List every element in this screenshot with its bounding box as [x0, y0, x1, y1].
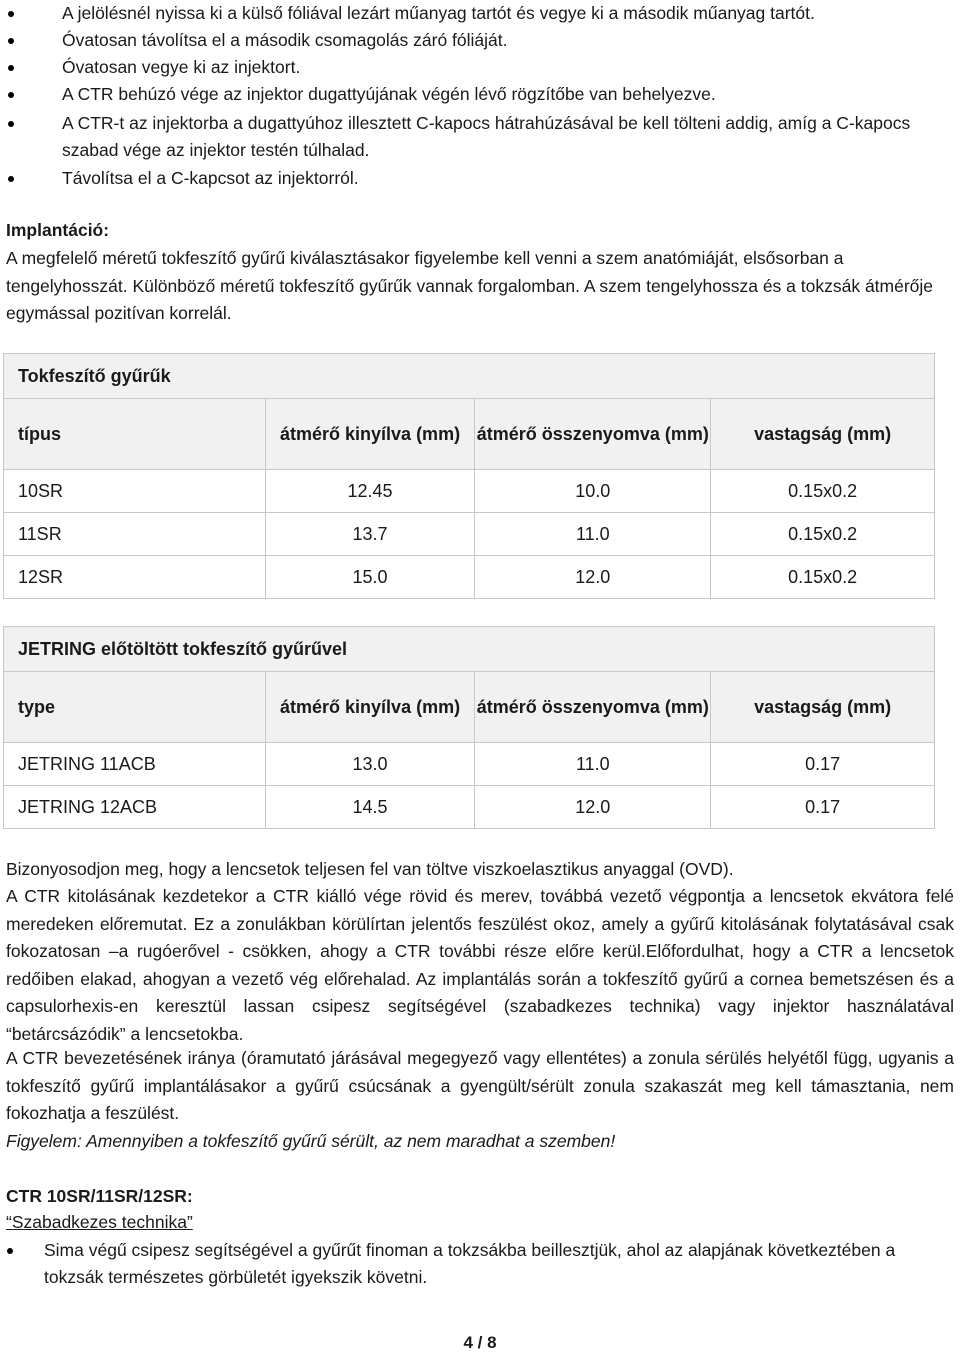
table-row	[4, 556, 935, 599]
table-cell: JETRING 12ACB	[4, 786, 266, 829]
ctr-heading: CTR 10SR/11SR/12SR:	[6, 1186, 193, 1206]
ring-table	[3, 353, 935, 599]
bullet-icon	[7, 1248, 13, 1254]
table-cell: 12SR	[4, 556, 266, 599]
table-cell: 14.5	[265, 786, 475, 829]
table-cell: JETRING 11ACB	[4, 743, 266, 786]
bullet-icon	[8, 121, 14, 127]
bullet-item: A CTR behúzó vége az injektor dugattyújának végén lévő rögzítőbe van behelyezve.	[62, 81, 952, 108]
table-cell: 0.17	[711, 743, 935, 786]
table-cell: 12.0	[475, 556, 711, 599]
column-header: típus	[4, 399, 266, 470]
table-cell: 13.7	[265, 513, 475, 556]
table-cell: 10.0	[475, 470, 711, 513]
column-header: átmérő kinyílva (mm)	[265, 399, 475, 470]
bullet-item: A CTR-t az injektorba a dugattyúhoz illesztett C-kapocs hátrahúzásával be kell tölteni addig, amíg a C-kapocs szabad vége az injektor testén túlhalad.	[62, 110, 952, 164]
table-title: Tokfeszítő gyűrűk	[4, 354, 935, 399]
table-cell: 13.0	[265, 743, 475, 786]
column-header: átmérő kinyílva (mm)	[265, 672, 475, 743]
technique-subheading: “Szabadkezes technika”	[6, 1212, 193, 1232]
bullet-icon	[8, 92, 14, 98]
table-cell: 11SR	[4, 513, 266, 556]
table-cell: 12.0	[475, 786, 711, 829]
table-row	[4, 743, 935, 786]
ctr-push-paragraph: A CTR kitolásának kezdetekor a CTR kiálló vége rövid és merev, továbbá vezető végpontja a lencsetok ekvátora felé meredeken előremutat. Ez a zonulákban körülírtan jelentős feszülést okoz, amely a gyűrű kitolásának folytatásával csak fokozatosan –a rugóerővel - csökken, ahogy a CTR további része előre kerül.Előfordulhat, hogy a CTR a lencsetok redőiben elakad, ahogyan a vezető vég előrehalad. Az implantálás során a tokfeszítő gyűrű a cornea bemetszésen és a capsulorhexis-en keresztül lassan csipesz segítségével (szabadkezes technika) vagy injektor használatával “betárcsázódik” a lencsetokba.	[6, 886, 954, 1044]
table-title: JETRING előtöltött tokfeszítő gyűrűvel	[4, 627, 935, 672]
table-cell: 11.0	[475, 743, 711, 786]
bullet-item: Óvatosan távolítsa el a második csomagolás záró fóliáját.	[62, 27, 952, 54]
ctr-direction-paragraph: A CTR bevezetésének iránya (óramutató járásával megegyező vagy ellentétes) a zonula sérülés helyétől függ, ugyanis a tokfeszítő gyűrű implantálásakor a gyűrű csúcsának a gyengült/sérült zonula szakaszát meg kell támasztania, nem fokozhatja a feszülést.	[6, 1048, 954, 1123]
technique-bullet: Sima végű csipesz segítségével a gyűrűt finoman a tokzsákba beillesztjük, ahol az alapjának következtében a tokzsák természetes görbületét igyekszik követni.	[44, 1237, 904, 1291]
column-header: vastagság (mm)	[711, 672, 935, 743]
bullet-item: A jelölésnél nyissa ki a külső fóliával lezárt műanyag tartót és vegye ki a második műanyag tartót.	[62, 0, 952, 27]
table-cell: 11.0	[475, 513, 711, 556]
table-cell: 0.15x0.2	[711, 470, 935, 513]
table-cell: 12.45	[265, 470, 475, 513]
column-header: type	[4, 672, 266, 743]
table-cell: 0.15x0.2	[711, 513, 935, 556]
bullet-item: Távolítsa el a C-kapcsot az injektorról.	[62, 165, 952, 192]
table-row	[4, 470, 935, 513]
table-cell: 15.0	[265, 556, 475, 599]
column-header: vastagság (mm)	[711, 399, 935, 470]
table-cell: 0.17	[711, 786, 935, 829]
page-number: 4 / 8	[463, 1333, 497, 1352]
implant-heading: Implantáció:	[6, 220, 110, 240]
column-header: átmérő összenyomva (mm)	[475, 399, 711, 470]
table-row	[4, 786, 935, 829]
bullet-icon	[8, 176, 14, 182]
bullet-icon	[8, 65, 14, 71]
table-cell: 10SR	[4, 470, 266, 513]
implant-text: A megfelelő méretű tokfeszítő gyűrű kiválasztásakor figyelembe kell venni a szem anatómiáját, elsősorban a tengelyhosszát. Különböző méretű tokfeszítő gyűrűk vannak forgalomban. A szem tengelyhossza és a tokzsák átmérője egymással pozitívan korrelál.	[6, 248, 934, 323]
table-row	[4, 513, 935, 556]
column-header: átmérő összenyomva (mm)	[475, 672, 711, 743]
ovd-paragraph: Bizonyosodjon meg, hogy a lencsetok teljesen fel van töltve viszkoelasztikus anyaggal (OVD).	[6, 859, 734, 879]
warning-text: Figyelem: Amennyiben a tokfeszítő gyűrű sérült, az nem maradhat a szemben!	[6, 1131, 616, 1151]
bullet-icon	[8, 11, 14, 17]
bullet-item: Óvatosan vegye ki az injektort.	[62, 54, 952, 81]
jetring-table	[3, 626, 935, 829]
table-cell: 0.15x0.2	[711, 556, 935, 599]
bullet-icon	[8, 38, 14, 44]
